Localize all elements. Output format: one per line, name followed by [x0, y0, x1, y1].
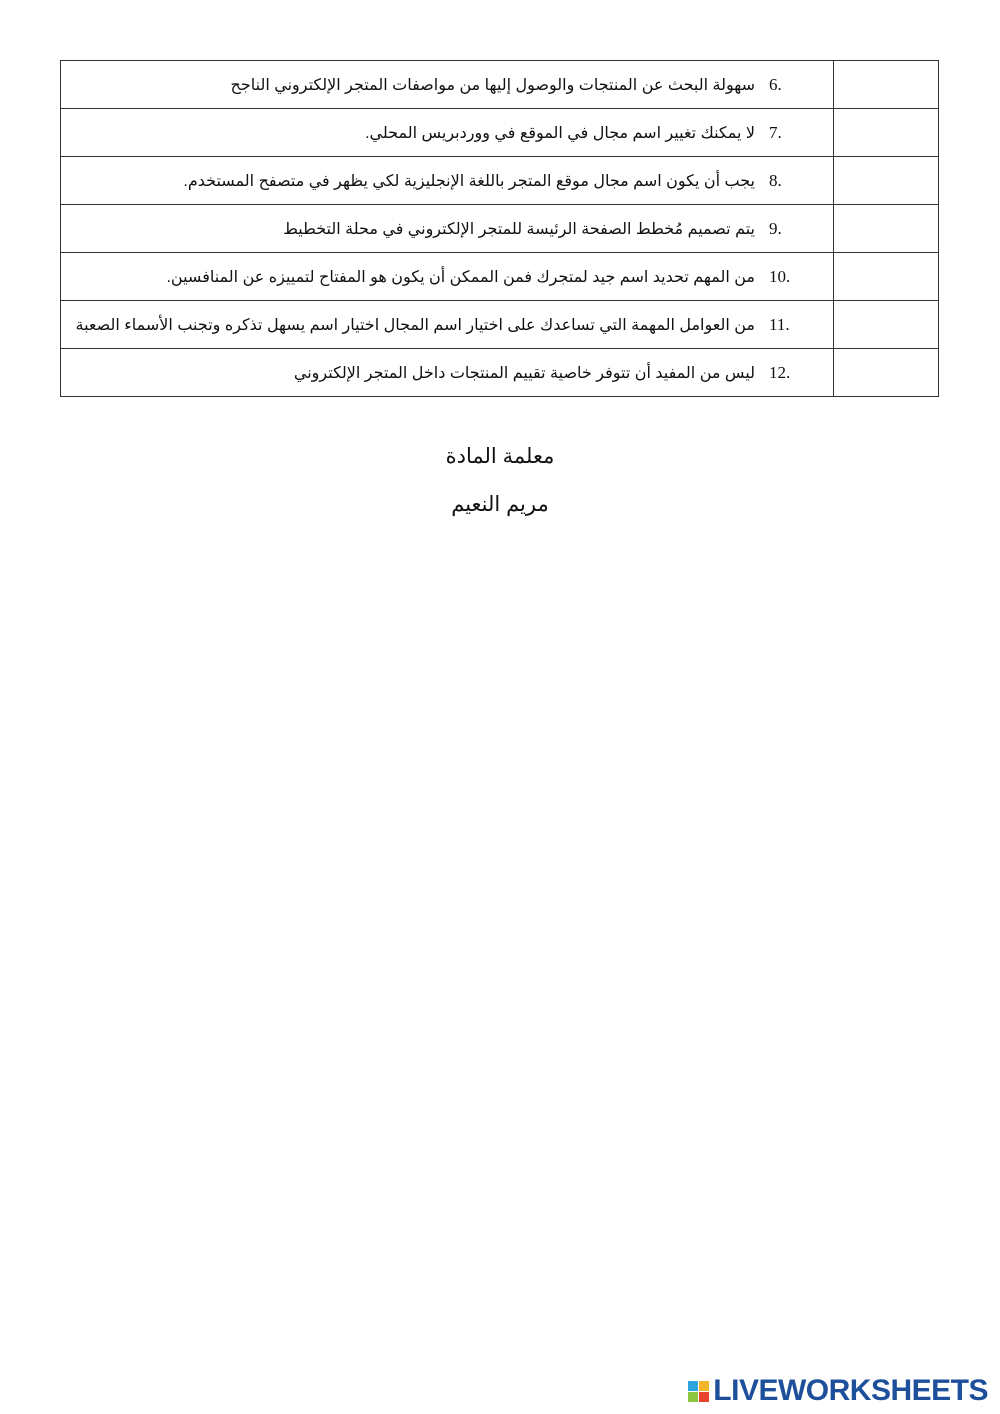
statement-row: [61, 253, 939, 301]
statement-text: ليس من المفيد أن تتوفر خاصية تقييم المنتجات داخل المتجر الإلكتروني: [293, 364, 755, 382]
statement-text: لا يمكنك تغيير اسم مجال في الموقع في ووردبريس المحلي.: [365, 124, 755, 142]
statement-number: 7.: [769, 122, 782, 142]
statement-row: [61, 109, 939, 157]
statement-row: [61, 301, 939, 349]
logo-text: LIVEWORKSHEETS: [713, 1374, 988, 1407]
answer-cell[interactable]: [834, 253, 939, 301]
statement-row: [61, 61, 939, 109]
answer-cell[interactable]: [834, 61, 939, 109]
statement-row: [61, 205, 939, 253]
statement-cell: [61, 205, 834, 253]
statement-row: [61, 157, 939, 205]
liveworksheets-logo: [688, 1374, 988, 1408]
statement-row: [61, 349, 939, 397]
statements-table: [60, 60, 939, 397]
logo-square: [699, 1381, 709, 1391]
statement-text: يجب أن يكون اسم مجال موقع المتجر باللغة الإنجليزية لكي يظهر في متصفح المستخدم.: [183, 172, 755, 190]
logo-square: [688, 1392, 698, 1402]
statement-text: من العوامل المهمة التي تساعدك على اختيار اسم المجال اختيار اسم يسهل تذكره وتجنب الأسماء الصعبة: [75, 316, 755, 334]
statement-cell: [61, 109, 834, 157]
answer-cell[interactable]: [834, 109, 939, 157]
statement-number: 8.: [769, 170, 782, 190]
liveworksheets-logo-icon: [688, 1381, 709, 1402]
statement-text: من المهم تحديد اسم جيد لمتجرك فمن الممكن أن يكون هو المفتاح لتمييزه عن المنافسين.: [166, 268, 755, 286]
answer-cell[interactable]: [834, 157, 939, 205]
statement-number: 12.: [769, 362, 791, 382]
answer-cell[interactable]: [834, 349, 939, 397]
statement-cell: [61, 301, 834, 349]
statement-number: 9.: [769, 218, 782, 238]
statement-cell: [61, 253, 834, 301]
statement-cell: [61, 349, 834, 397]
statement-text: يتم تصميم مُخطط الصفحة الرئيسة للمتجر الإلكتروني في محلة التخطيط: [283, 220, 755, 238]
statement-cell: [61, 157, 834, 205]
statement-text: سهولة البحث عن المنتجات والوصول إليها من مواصفات المتجر الإلكتروني الناجح: [230, 76, 755, 94]
logo-square: [699, 1392, 709, 1402]
logo-square: [688, 1381, 698, 1391]
statement-number: 6.: [769, 74, 782, 94]
statement-number: 11.: [769, 314, 790, 334]
teacher-name: مريم النعيم: [451, 493, 549, 516]
statement-cell: [61, 61, 834, 109]
answer-cell[interactable]: [834, 301, 939, 349]
teacher-title: معلمة المادة: [445, 445, 555, 468]
statement-number: 10.: [769, 266, 791, 286]
answer-cell[interactable]: [834, 205, 939, 253]
